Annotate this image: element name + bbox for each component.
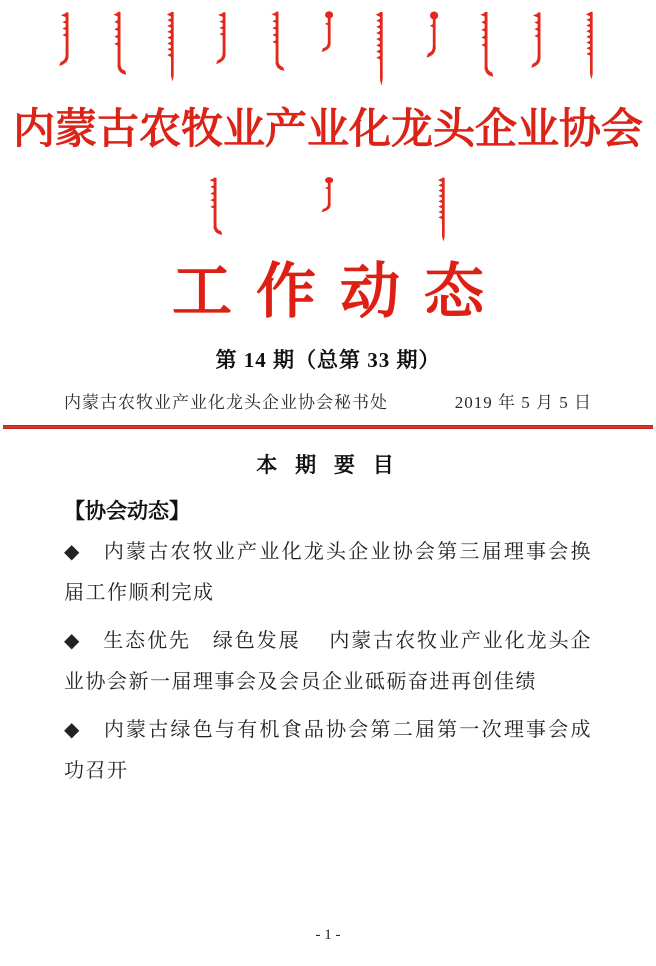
- masthead: [0, 10, 656, 429]
- mongolian-script-subtitle-row: [202, 176, 454, 242]
- mongolian-glyph-icon: [473, 10, 497, 78]
- toc-item: ◆ 内蒙古农牧业产业化龙头企业协会第三届理事会换届工作顺利完成: [64, 541, 592, 604]
- mongolian-glyph-icon: [316, 176, 340, 214]
- mongolian-glyph-icon: [211, 10, 235, 66]
- mongolian-glyph-icon: [264, 10, 288, 72]
- mongolian-glyph-icon: [526, 10, 550, 70]
- mongolian-glyph-icon: [368, 10, 392, 86]
- mongolian-glyph-icon: [421, 10, 445, 60]
- mongolian-script-top-row: [54, 10, 602, 86]
- toc-item: ◆ 内蒙古绿色与有机食品协会第二届第一次理事会成功召开: [64, 719, 592, 782]
- association-name-title: 内蒙古农牧业产业化龙头企业协会: [12, 107, 643, 153]
- publisher-name: 内蒙古农牧业产业化龙头企业协会秘书处: [64, 393, 388, 412]
- toc-section: [64, 449, 592, 792]
- mongolian-glyph-icon: [430, 176, 454, 242]
- publisher-date-row: [64, 388, 592, 413]
- mongolian-glyph-icon: [578, 10, 602, 80]
- toc-heading: 本 期 要 目: [256, 454, 400, 477]
- issue-number-line: 第 14 期（总第 33 期）: [215, 348, 441, 372]
- mongolian-glyph-icon: [106, 10, 130, 76]
- toc-section-label: 【协会动态】: [64, 500, 190, 523]
- toc-item: ◆ 生态优先 绿色发展 内蒙古农牧业产业化龙头企业协会新一届理事会及会员企业砥砺奋进再创佳绩: [64, 630, 592, 693]
- mongolian-glyph-icon: [159, 10, 183, 82]
- bulletin-title: 工作动态: [172, 259, 508, 325]
- page-number: - 1 -: [315, 927, 341, 943]
- publication-date: 2019 年 5 月 5 日: [454, 393, 592, 412]
- mongolian-glyph-icon: [316, 10, 340, 54]
- mongolian-glyph-icon: [54, 10, 78, 68]
- mongolian-glyph-icon: [202, 176, 226, 236]
- page-footer: [0, 927, 656, 944]
- red-divider-rule: [3, 425, 653, 429]
